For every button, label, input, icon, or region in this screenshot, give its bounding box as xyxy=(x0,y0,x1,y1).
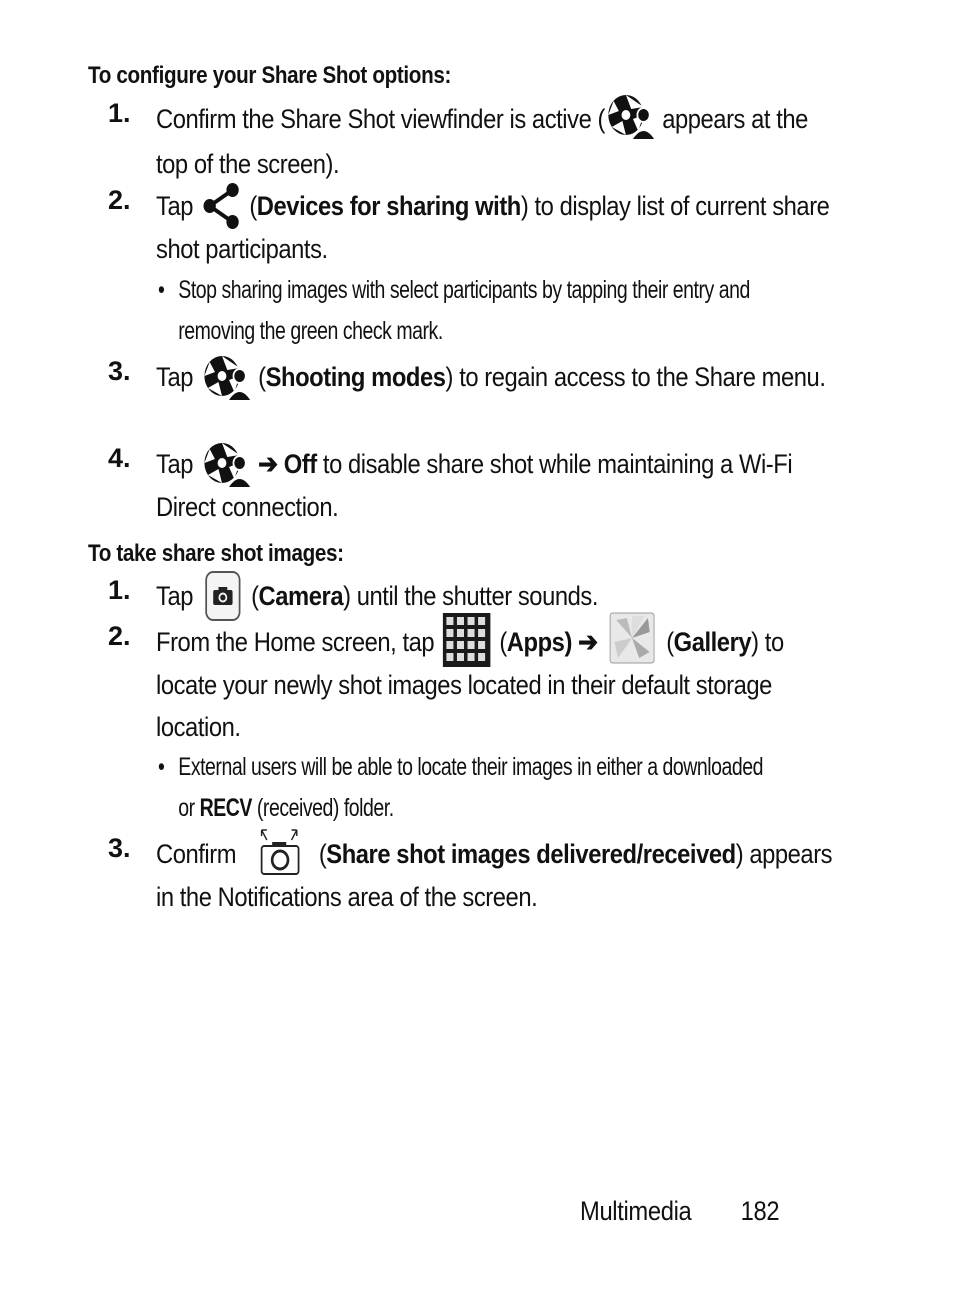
configure-bullet xyxy=(158,270,766,352)
step-text: Confirm the Share Shot viewfinder is active ( xyxy=(156,104,606,134)
devices-for-sharing-label: Devices for sharing with xyxy=(256,191,521,221)
bullet-dot: • xyxy=(158,276,165,304)
gallery-app-icon xyxy=(607,624,660,664)
configure-step-2 xyxy=(108,185,868,270)
footer-section: Multimedia xyxy=(580,1196,692,1226)
step-text-end: ) appears in the Notifications area of the screen. xyxy=(156,839,833,912)
step-number: 1. xyxy=(108,575,131,605)
take-bullet xyxy=(158,747,766,829)
step-text: Tap xyxy=(156,362,200,392)
share-shot-mode-icon xyxy=(203,446,252,486)
paren: ( xyxy=(243,191,257,221)
step-number: 1. xyxy=(108,98,131,128)
configure-step-1 xyxy=(108,98,868,185)
section-heading-configure: To configure your Share Shot options: xyxy=(88,62,452,89)
take-step-3 xyxy=(108,833,868,918)
page-footer xyxy=(580,1196,779,1227)
take-step-2 xyxy=(108,621,868,748)
step-text-end: ) until the shutter sounds. xyxy=(343,581,599,611)
step-text-end: ) to locate your newly shot images located in their default storage location. xyxy=(156,627,784,742)
configure-step-3 xyxy=(108,356,868,399)
gallery-label: Gallery xyxy=(673,627,752,657)
bullet-text: Stop sharing images with select participants by tapping their entry and removing the green check mark. xyxy=(178,276,750,345)
share-icon xyxy=(199,188,243,228)
section-heading-take-images: To take share shot images: xyxy=(88,540,344,567)
shooting-modes-icon xyxy=(203,359,252,399)
step-text-end: appears at the top of the screen). xyxy=(156,104,808,179)
step-text: From the Home screen, tap xyxy=(156,627,441,657)
step-text-end: ) to regain access to the Share menu. xyxy=(445,362,826,392)
bullet-text-end: (received) folder. xyxy=(251,794,394,822)
arrow-glyph: ➔ xyxy=(251,449,284,479)
step-number: 4. xyxy=(108,443,131,473)
bullet-dot: • xyxy=(158,753,165,781)
paren: ( xyxy=(312,839,327,869)
step-text: Tap xyxy=(156,191,200,221)
step-number: 3. xyxy=(108,833,131,863)
step-text: Confirm xyxy=(156,839,243,869)
arrow-glyph: ) ➔ xyxy=(564,627,604,657)
apps-label: Apps xyxy=(506,627,565,657)
paren: ( xyxy=(251,362,266,392)
share-shot-notification-icon xyxy=(251,836,313,876)
paren: ( xyxy=(660,627,674,657)
step-text-end: ) to display list of current share shot participants. xyxy=(156,191,830,264)
share-shot-delivered-label: Share shot images delivered/received xyxy=(326,839,736,869)
share-shot-mode-icon xyxy=(607,99,655,143)
recv-label: RECV xyxy=(199,794,252,822)
step-number: 2. xyxy=(108,185,131,215)
paren: ( xyxy=(493,627,507,657)
step-text-end: to disable share shot while maintaining a Wi-Fi Direct connection. xyxy=(156,449,793,522)
apps-grid-icon xyxy=(440,624,493,664)
shooting-modes-label: Shooting modes xyxy=(265,362,446,392)
step-text: Tap xyxy=(156,581,200,611)
camera-app-icon xyxy=(204,578,244,618)
camera-label: Camera xyxy=(258,581,344,611)
off-label: Off xyxy=(283,449,317,479)
page-number: 182 xyxy=(740,1196,780,1226)
bullet-text: External users will be able to locate their images in either a downloaded or xyxy=(178,753,764,822)
step-number: 3. xyxy=(108,356,131,386)
step-text: Tap xyxy=(156,449,200,479)
configure-step-4 xyxy=(108,443,868,528)
paren: ( xyxy=(244,581,259,611)
step-number: 2. xyxy=(108,621,131,651)
